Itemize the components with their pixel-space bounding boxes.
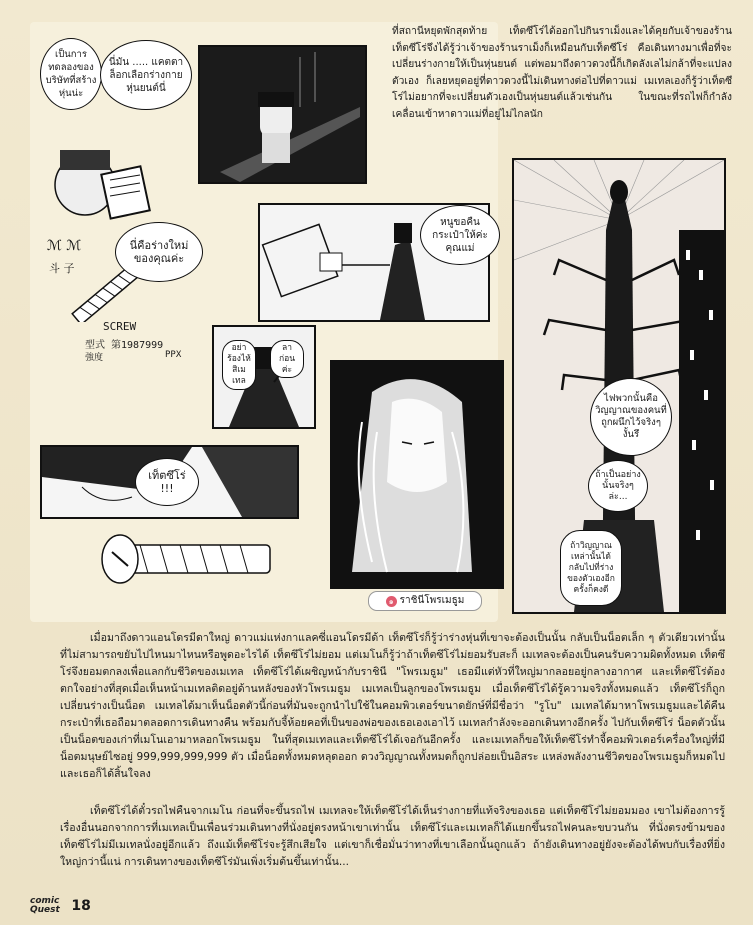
- speech-bubble-9: ถ้าเป็นอย่างนั้นจริงๆล่ะ...: [588, 460, 648, 512]
- screw-material: 強度: [85, 353, 104, 363]
- speech-bubble-10: ถ้าวิญญาณเหล่านั้นได้กลับไปที่ร่างของตัวเองอีกครั้งก็คงดี: [560, 530, 622, 606]
- speech-bubble-7: เท็ตซึโร่ !!!: [135, 458, 199, 506]
- svg-text:ℳ ℳ: ℳ ℳ: [47, 238, 82, 254]
- caption-queen: [368, 591, 482, 611]
- magazine-logo: [30, 897, 60, 915]
- panel-dark-scene: [198, 45, 367, 184]
- svg-text:斗 子: 斗 子: [49, 262, 75, 275]
- speech-bubble-6: ลาก่อนค่ะ: [270, 340, 304, 378]
- page-footer: [30, 895, 91, 915]
- panel-queen-promethium: [330, 360, 504, 589]
- speech-bubble-2: นี่มัน ..... แคตตาล็อกเลือกร่างกายหุ่นยนต์นี่: [100, 40, 192, 110]
- logo-line-1: comic: [30, 895, 60, 906]
- speech-bubble-3: หนูขอคืนกระเป๋าให้ค่ะคุณแม่: [420, 205, 500, 265]
- intro-paragraph: ที่สถานีหยุดพักสุดท้าย เท็ตซึโร่ได้ออกไปกินราเม็งและได้คุยกับเจ้าของร้าน เท็ตซึโร่จึงได้รู้ว่าเจ้าของร้านราเม็งก็เหมือนกับเท็ตซึโร่ คือเดินทางมาเพื่อที่จะเปลี่ยนร่างกายให้เป็นหุ่นยนต์ แต่พอมาถึงดาวดวงนี้ก็เกิดลังเลไม่กล้าที่จะแปลงตัวเอง ก็เลยหยุดอยู่ที่ดาวดวงนี้ไม่เดินทางต่อไปที่ดาวแม่ เมเทลเองก็รู้ว่าเท็ตซึโร่ไม่อยากที่จะเปลี่ยนตัวเองเป็นหุ่นยนต์แล้วเช่นกัน ในขณะที่รถไฟก็กำลังเคลื่อนเข้าหาดาวแม่ที่อยู่ไม่ไกลนัก: [392, 26, 732, 120]
- page-number: 18: [71, 897, 91, 914]
- queen-promethium-art: [332, 362, 502, 587]
- caption-text: ราชินีโพรเมธูม: [399, 595, 465, 606]
- speech-bubble-5: อย่าร้องไห้สิเมเทล: [222, 340, 256, 390]
- caption-bullet-icon: ๑: [386, 596, 397, 607]
- screw-code: PPX: [165, 350, 182, 360]
- speech-bubble-4: นี่คือร่างใหม่ของคุณค่ะ: [115, 222, 203, 282]
- screw-closeup-art: [40, 520, 295, 600]
- body-paragraph-2: เท็ตซึโร่ได้ตั๋วรถไฟคืนจากเมโน ก่อนที่จะขึ้นรถไฟ เมเทลจะให้เท็ตซึโร่ได้เห็นร่างกายที่แท้จริงของเธอ แต่เท็ตซึโร่ไม่ยอมมอง เขาไม่ต้องการรู้เรื่องอื่นนอกจากการที่เมเทลเป็นเพื่อนร่วมเดินทางที่นั่งอยู่ตรงหน้าเขาเท่านั้น เท็ตซึโร่และเมเทลก็ได้แยกขึ้นรถไฟคนละขบวนกัน ที่นั่งตรงข้ามของเท็ตซึโร่ไม่มีเมเทลนั่งอยู่อีกแล้ว ถึงแม้เท็ตซึโร่จะรู้สึกเสียใจ แต่เขาก็เชื่อมั่นว่าทางที่เขาเลือกนั้นถูกแล้ว ถ้ายังเดินทางอยู่ยังจะต้องได้พบกับเรื่องที่ยิ่งใหญ่กว่านี้แน่ การเดินทางของเท็ตซึโร่มันเพิ่งเริ่มต้นขึ้นเท่านั้น...: [60, 805, 725, 868]
- logo-line-2: Quest: [30, 904, 60, 915]
- body-paragraph-1: เมื่อมาถึงดาวแอนโดรมีดาใหญ่ ดาวแม่แห่งกาแลคซี่แอนโดรมีด้า เท็ตซึโร่ก็รู้ว่าร่างหุ่นที่เขาจะต้องเป็นนั้น กลับเป็นน็อตเล็ก ๆ ตัวเดียวเท่านั้นที่ไม่สามารถขยับไปไหนมาไหนหรือพูดอะไรได้ เท็ตซึโร่ไม่ยอม แต่เมโนก็รู้ว่าถ้าเท็ตซึโร่ไม่ยอมรับสะก็ เมเทลจะต้องเป็นคนรับความผิดทั้งหมด เท็ตซึโร่จึงยอมตกลงเพื่อแลกกับชีวิตของเมเทล เท็ตซึโร่ได้เผชิญหน้ากับราชินี "โพรเมธูม" เธอมีแต่หัวที่ใหญ่มากลอยอยู่กลางอากาศ และเท็ตซึโร่ต้องตกใจอย่างที่สุดเมื่อเห็นหน้าเมเทลติดอยู่ด้านหลังของหัวโพรเมธูม เมเทลเป็นลูกของโพรเมธูม เมื่อเท็ตซึโร่ได้รู้ความจริงทั้งหมดแล้ว เท็ตซึโร่ก็ถูกเปลี่ยนร่างเป็นน็อต เมเทลได้มาเห็นน็อตตัวนี้ก่อนที่มันจะถูกนำไปใช้ในคอมพิวเตอร์ขนาดยักษ์ที่มีชื่อว่า "รูโบ" เมเทลได้มาหาโพรเมธูมและได้คืนกระเป๋าที่เธอถือมาตลอดการเดินทางคืน พร้อมกับจี้ห้อยคอที่เป็นของพ่อของเธอเองเอาไว้ เมเทลกำลังจะออกเดินทางอีกครั้ง ไปกับเท็ตซึโร่ น็อตตัวนั้นเป็นน็อตของเก่าที่เมโนเอามาหลอกโพรเมธูม ในที่สุดเมเทลและเท็ตซึโร่ได้เจอกันอีกครั้ง และเมเทลก็ขอให้เท็ตซึโร่ทำจี้คอมพิวเตอร์เครื่องใหญ่ที่มีน็อตมนุษย์ไซอยู่ 999,999,999,999 ตัว เมื่อน็อตทั้งหมดหลุดออก ดวงวิญญาณทั้งหมดก็ถูกปล่อยเป็นอิสระ แหล่งพลังงานชีวิตของโพรเมธูมก็หมดไป และเธอก็ได้สิ้นใจลง: [60, 632, 725, 780]
- metel-silhouette: [200, 47, 365, 182]
- screw-model: 型式 第1987999: [85, 340, 164, 351]
- screw-label: SCREW: [103, 320, 137, 333]
- speech-bubble-8: ไฟพวกนั้นคือวิญญาณของคนที่ถูกผนึกไว้จริงๆ งั้นรึ: [590, 378, 672, 456]
- speech-bubble-1: เป็นการทดลองของบริษัทที่สร้างหุ่นน่ะ: [40, 38, 102, 110]
- panel-screw-closeup: [40, 520, 295, 600]
